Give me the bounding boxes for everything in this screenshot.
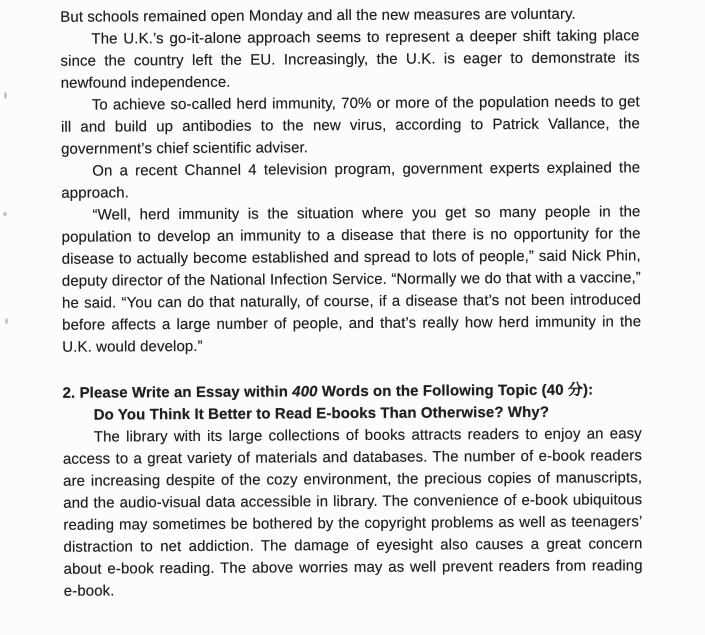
essay-word-limit: 400 [292,383,318,401]
essay-topic-title: Do You Think It Better to Read E-books Than Otherwise? Why? [93,403,550,424]
essay-heading-prefix: 2. Please Write an Essay within [62,383,293,402]
passage-paragraph-continuation: But schools remained open Monday and all the new measures are voluntary. [60,5,576,26]
passage-paragraph-herd-immunity: To achieve so-called herd immunity, 70% or more of the population needs to get ill and build up antibodies to the new virus, according to Patrick Vallance, the government’s chief scientific adviser. [60,93,640,158]
passage-paragraph-channel4: On a recent Channel 4 television program, government experts explained the approach. [61,159,641,202]
essay-question-heading [62,379,641,405]
essay-heading-suffix: Words on the Following Topic (40 分): [317,381,594,401]
passage-paragraph-quote: “Well, herd immunity is the situation where you get so many people in the population to develop an immunity to a disease that there is no opportunity for the disease to actually become established and spread to lots of people,” said Nick Phin, deputy director of the National Infection Service. “Normally we do that with a vaccine,” he said. “You can do that naturally, of course, if a disease that’s not been introduced before affects a large number of people, and that’s really how herd immunity in the U.K. would develop.” [61,203,642,356]
passage-paragraph-uk-approach: The U.K.’s go-it-alone approach seems to represent a deeper shift taking place since the country left the EU. Increasingly, the U.K. is eager to demonstrate its newfound independence. [60,27,640,92]
essay-intro-paragraph: The library with its large collections of books attracts readers to enjoy an easy access to a great variety of materials and databases. The number of e-book readers are increasing despite of the cozy environment, the precious copies of manuscripts, and the audio-visual data accessible in library. The convenience of e-book ubiquitous reading may sometimes be bothered by the copyright problems as well as teenagers’ distraction to net addiction. The damage of eyesight also causes a great concern about e-book reading. The above worries may as well prevent readers from reading e-book. [62,425,643,600]
